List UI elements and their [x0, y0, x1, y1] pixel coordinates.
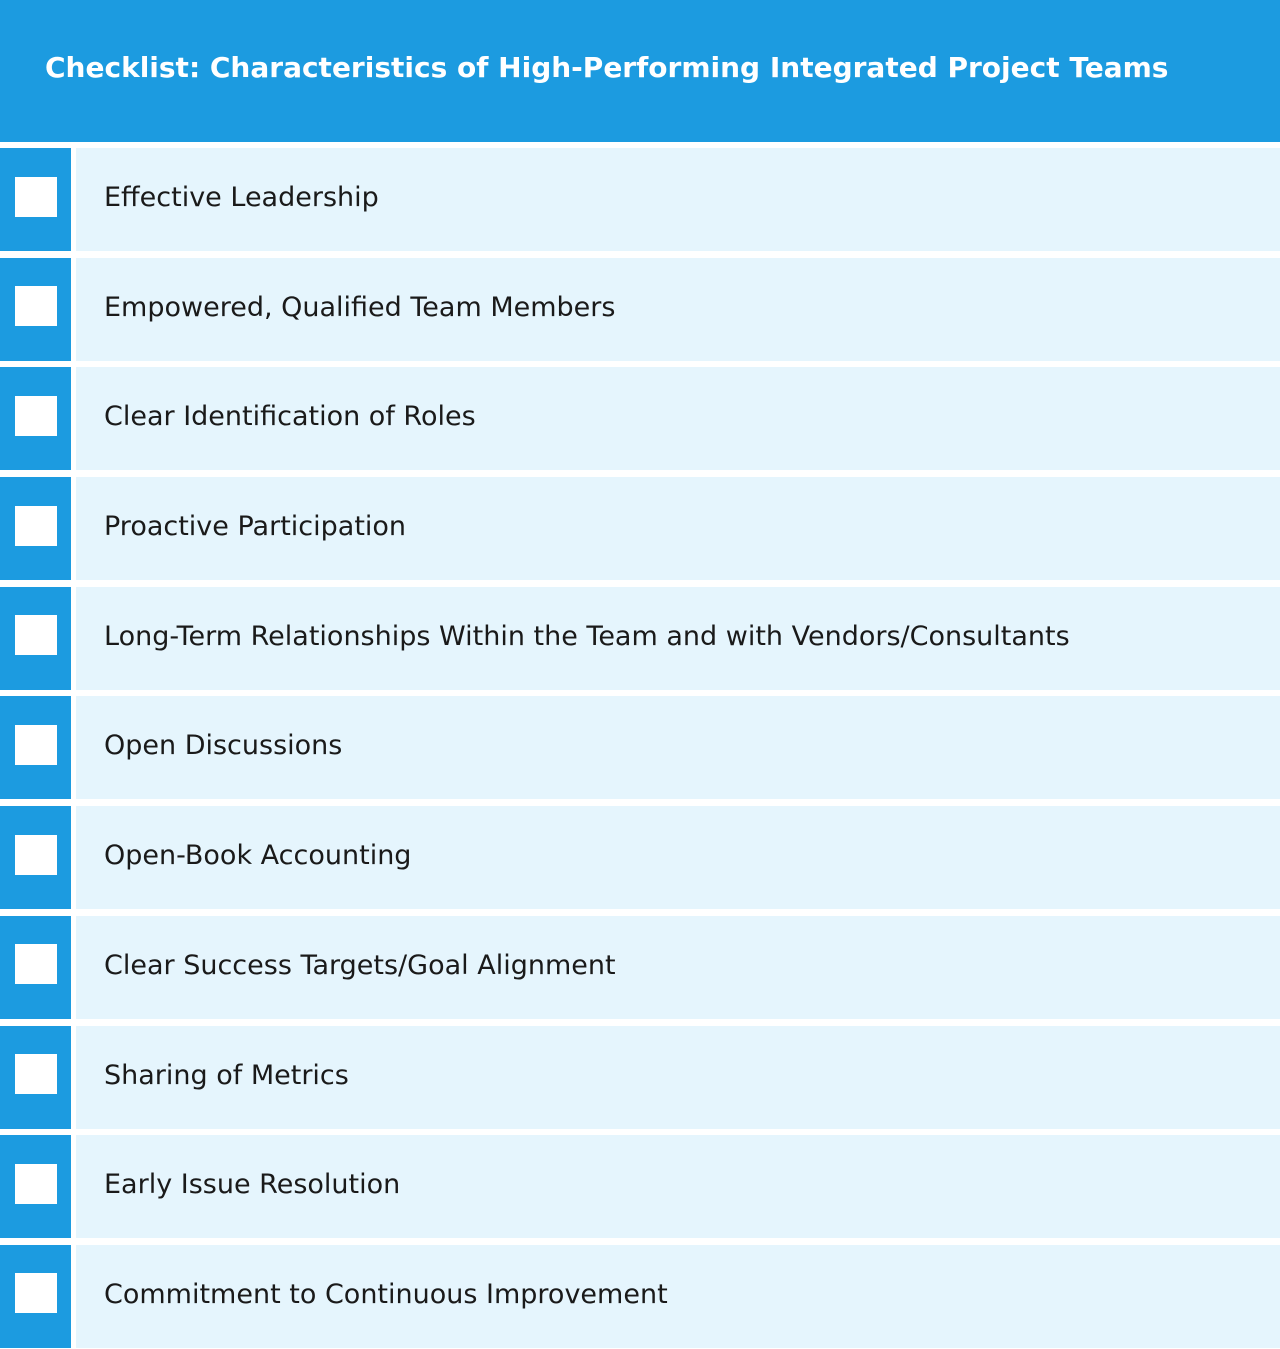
item-label-cell — [76, 477, 1280, 580]
checklist-item-effective-leadership — [0, 148, 1280, 251]
checkbox[interactable] — [15, 944, 57, 984]
item-label: Open-Book Accounting — [104, 840, 412, 872]
checklist-item-clear-success-targets — [0, 916, 1280, 1019]
checkbox[interactable] — [15, 615, 57, 655]
checkbox-cell — [0, 1245, 71, 1348]
item-label-cell — [76, 1026, 1280, 1129]
checkbox[interactable] — [15, 835, 57, 875]
item-label-cell — [76, 1245, 1280, 1348]
item-label: Effective Leadership — [104, 182, 379, 213]
item-label: Clear Identification of Roles — [104, 401, 476, 433]
checkbox[interactable] — [15, 1054, 57, 1094]
checkbox-cell — [0, 696, 71, 799]
item-label: Long-Term Relationships Within the Team and with Vendors/Consultants — [104, 620, 1070, 652]
checklist-item-sharing-of-metrics — [0, 1026, 1280, 1129]
checklist-item-early-issue-resolution — [0, 1135, 1280, 1238]
item-label-cell — [76, 367, 1280, 470]
checkbox-cell — [0, 1026, 71, 1129]
checkbox[interactable] — [15, 725, 57, 765]
checklist-item-long-term-relationships — [0, 587, 1280, 690]
item-label-cell — [76, 806, 1280, 909]
checkbox-cell — [0, 367, 71, 470]
item-label-cell — [76, 258, 1280, 361]
item-label: Sharing of Metrics — [104, 1059, 349, 1091]
checklist-item-continuous-improvement — [0, 1245, 1280, 1348]
checklist-item-proactive-participation — [0, 477, 1280, 580]
item-label: Commitment to Continuous Improvement — [104, 1278, 668, 1310]
item-label: Open Discussions — [104, 730, 343, 762]
checkbox-cell — [0, 258, 71, 361]
checkbox[interactable] — [15, 1273, 57, 1313]
checklist-item-open-discussions — [0, 696, 1280, 799]
checkbox[interactable] — [15, 1164, 57, 1204]
item-label: Clear Success Targets/Goal Alignment — [104, 949, 616, 981]
item-label: Proactive Participation — [104, 511, 407, 543]
checkbox[interactable] — [15, 177, 57, 217]
item-label-cell — [76, 148, 1280, 251]
checkbox-cell — [0, 916, 71, 1019]
item-label-cell — [76, 1135, 1280, 1238]
checkbox-cell — [0, 148, 71, 251]
checklist-header — [0, 0, 1280, 142]
checklist-title: Checklist: Characteristics of High-Performing Integrated Project Teams — [45, 50, 1169, 84]
checkbox-cell — [0, 1135, 71, 1238]
item-label: Empowered, Qualified Team Members — [104, 291, 616, 323]
checklist-item-clear-identification-of-roles — [0, 367, 1280, 470]
checkbox[interactable] — [15, 506, 57, 546]
checkbox[interactable] — [15, 396, 57, 436]
checkbox[interactable] — [15, 286, 57, 326]
item-label: Early Issue Resolution — [104, 1169, 401, 1201]
checkbox-cell — [0, 806, 71, 909]
checklist-items — [0, 148, 1280, 1348]
checklist-item-open-book-accounting — [0, 806, 1280, 909]
item-label-cell — [76, 696, 1280, 799]
checklist-item-empowered-team-members — [0, 258, 1280, 361]
item-label-cell — [76, 916, 1280, 1019]
checkbox-cell — [0, 587, 71, 690]
checkbox-cell — [0, 477, 71, 580]
item-label-cell — [76, 587, 1280, 690]
